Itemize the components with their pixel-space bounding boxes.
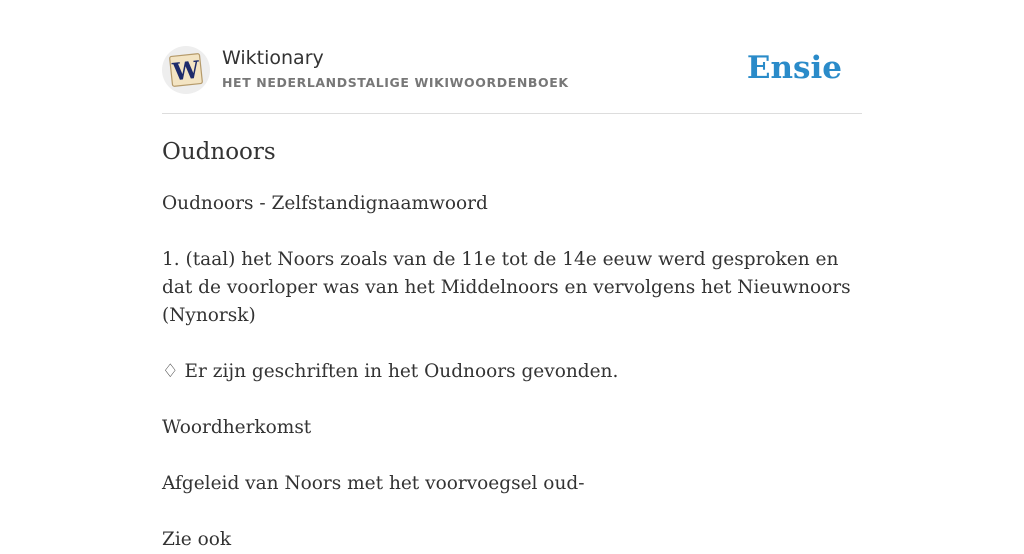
header-divider — [162, 113, 862, 114]
wiktionary-logo[interactable] — [162, 46, 210, 94]
page — [162, 0, 862, 550]
logo-letter: W — [171, 54, 201, 87]
wiktionary-tile-icon — [168, 52, 204, 88]
etymology-heading: Woordherkomst — [162, 417, 312, 438]
site-header — [162, 46, 862, 96]
example-sentence: ♢ Er zijn geschriften in het Oudnoors gevonden. — [162, 361, 619, 382]
article-content — [162, 136, 862, 554]
see-also-heading: Zie ook — [162, 529, 232, 550]
etymology-text: Afgeleid van Noors met het voorvoegsel oud- — [162, 473, 585, 494]
site-name[interactable]: Wiktionary — [222, 47, 324, 69]
definition-1: 1. (taal) het Noors zoals van de 11e tot de 14e eeuw werd gesproken en dat de voorloper was van het Middelnoors en vervolgens het Nieuwnoors (Nynorsk) — [162, 249, 851, 326]
site-tagline: HET NEDERLANDSTALIGE WIKIWOORDENBOEK — [222, 75, 569, 90]
page-title: Oudnoors — [162, 139, 276, 165]
word-class-line: Oudnoors - Zelfstandignaamwoord — [162, 193, 488, 214]
ensie-brand-link[interactable]: Ensie — [746, 50, 842, 86]
